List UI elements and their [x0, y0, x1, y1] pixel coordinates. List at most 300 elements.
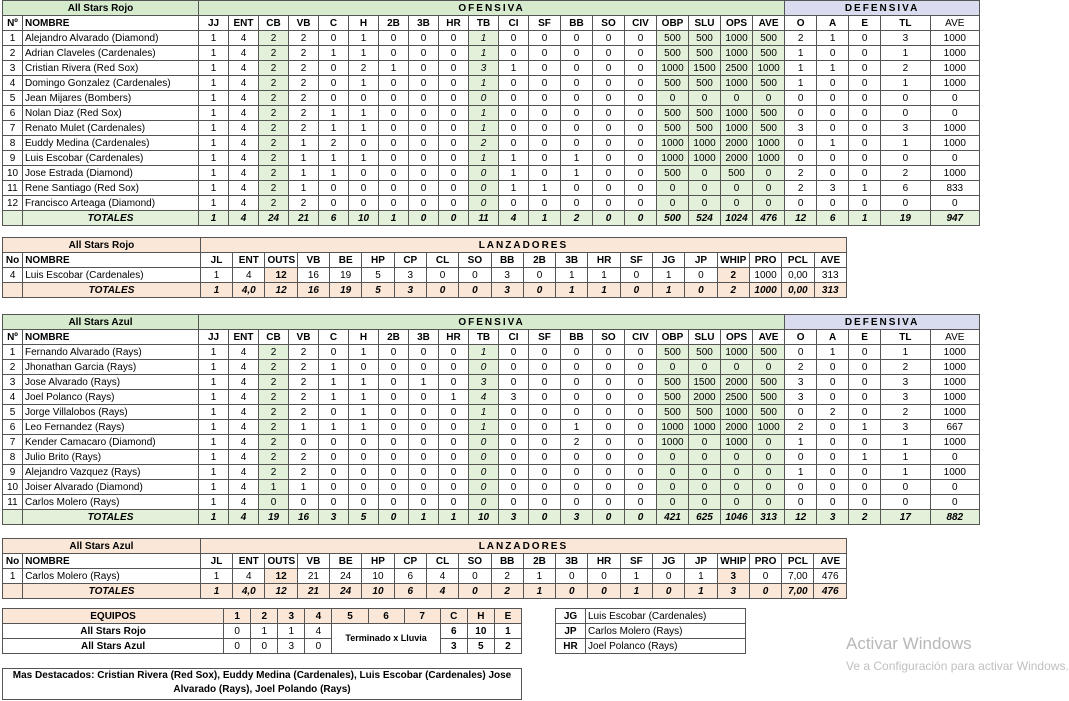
stat-cell: 0 — [499, 106, 529, 121]
stat-cell: 2 — [259, 106, 289, 121]
col-header: JJ — [199, 330, 229, 345]
stat-cell: 0 — [499, 91, 529, 106]
stat-cell: 0 — [561, 480, 593, 495]
stat-cell: 0 — [721, 480, 753, 495]
stat-cell: 0 — [561, 31, 593, 46]
stat-cell: 0 — [593, 61, 625, 76]
stat-cell: 2 — [289, 91, 319, 106]
defense-cell: 0 — [785, 480, 817, 495]
decision-row — [556, 624, 746, 639]
stat-cell: 500 — [753, 121, 785, 136]
stat-cell: 1000 — [721, 345, 753, 360]
stat-cell: 0 — [625, 46, 657, 61]
table-row — [3, 435, 980, 450]
col-header: JJ — [199, 16, 229, 31]
total-cell: 10 — [349, 211, 379, 226]
stat-cell: 2 — [259, 465, 289, 480]
defense-cell: 0 — [930, 480, 979, 495]
total-cell: 4 — [229, 510, 259, 525]
stat-cell: 1 — [200, 268, 232, 283]
stat-cell: 1 — [469, 151, 499, 166]
stat-cell: 1 — [259, 480, 289, 495]
stat-cell: 500 — [689, 31, 721, 46]
stat-cell: 1 — [199, 151, 229, 166]
stat-cell: 500 — [689, 121, 721, 136]
defense-total-cell: 17 — [881, 510, 930, 525]
stat-cell: 0 — [439, 465, 469, 480]
linescore-header: 1 — [224, 609, 251, 624]
stat-cell: 0 — [409, 480, 439, 495]
defense-cell: 3 — [881, 390, 930, 405]
total-cell: 4,0 — [233, 283, 265, 298]
stat-cell: 4 — [229, 480, 259, 495]
total-cell: 0 — [459, 584, 491, 599]
table-row — [3, 46, 980, 61]
stat-cell: 1000 — [753, 136, 785, 151]
total-cell: 1046 — [721, 510, 753, 525]
linescore-header: 5 — [332, 609, 368, 624]
stat-cell: 3 — [469, 375, 499, 390]
stat-cell: 0 — [319, 450, 349, 465]
stat-cell: 0 — [529, 495, 561, 510]
stat-cell: 2 — [289, 76, 319, 91]
stat-cell: 0 — [593, 480, 625, 495]
stat-cell: 0 — [499, 375, 529, 390]
col-header: ENT — [229, 16, 259, 31]
col-header: C — [319, 16, 349, 31]
row-number: 2 — [3, 46, 23, 61]
stat-cell: 0 — [753, 91, 785, 106]
stat-cell: 2 — [289, 405, 319, 420]
defense-cell: 0 — [849, 61, 881, 76]
col-header: CL — [426, 253, 458, 268]
linescore-header: 7 — [404, 609, 440, 624]
batting-table-azul — [2, 314, 980, 525]
table-row — [3, 495, 980, 510]
stat-cell: 0 — [426, 268, 458, 283]
stat-cell: 0 — [499, 495, 529, 510]
stat-cell: 0 — [593, 46, 625, 61]
stat-cell: 0 — [499, 435, 529, 450]
defense-cell: 1000 — [930, 375, 979, 390]
stat-cell: 500 — [657, 375, 689, 390]
stat-cell: 1000 — [721, 106, 753, 121]
table-row — [3, 166, 980, 181]
player-name: Jorge Villalobos (Rays) — [23, 405, 199, 420]
stat-cell: 1 — [199, 465, 229, 480]
stat-cell: 3 — [469, 61, 499, 76]
stat-cell: 2 — [259, 76, 289, 91]
defense-total-cell: 12 — [785, 211, 817, 226]
defense-cell: 2 — [881, 166, 930, 181]
stat-cell: 0 — [657, 495, 689, 510]
col-header: WHIP — [717, 554, 749, 569]
stat-cell: 1000 — [749, 268, 781, 283]
stat-cell: 0 — [529, 345, 561, 360]
stat-cell: 0 — [593, 181, 625, 196]
stat-cell: 0 — [379, 390, 409, 405]
total-cell: 21 — [297, 584, 329, 599]
stat-cell: 0 — [529, 450, 561, 465]
stat-cell: 0 — [593, 136, 625, 151]
stat-cell: 0 — [653, 569, 685, 584]
total-cell: 625 — [689, 510, 721, 525]
stat-cell: 0 — [379, 151, 409, 166]
total-cell: 0 — [459, 283, 491, 298]
stat-cell: 2000 — [689, 390, 721, 405]
offense-header: OFENSIVA — [199, 1, 785, 16]
stat-cell: 0 — [319, 196, 349, 211]
col-header: BE — [330, 253, 362, 268]
stat-cell: 0 — [561, 76, 593, 91]
defense-cell: 0 — [849, 360, 881, 375]
stat-cell: 1000 — [721, 435, 753, 450]
player-name: Jhonathan Garcia (Rays) — [23, 360, 199, 375]
stat-cell: 0 — [379, 480, 409, 495]
stat-cell: 0 — [349, 91, 379, 106]
stat-cell: 0 — [409, 151, 439, 166]
stat-cell: 0 — [469, 181, 499, 196]
total-cell: 16 — [297, 283, 329, 298]
stat-cell: 1000 — [689, 151, 721, 166]
total-cell: 313 — [753, 510, 785, 525]
stat-cell: 4 — [229, 91, 259, 106]
stat-cell: 500 — [657, 405, 689, 420]
col-header: PCL — [782, 554, 814, 569]
defense-cell: 2 — [881, 405, 930, 420]
col-name: NOMBRE — [23, 16, 199, 31]
stat-cell: 0 — [469, 465, 499, 480]
col-header: E — [849, 330, 881, 345]
defense-cell: 3 — [881, 420, 930, 435]
stat-cell: 1 — [199, 405, 229, 420]
total-cell: 1 — [379, 211, 409, 226]
defense-cell: 1000 — [930, 121, 979, 136]
stat-cell: 0 — [439, 91, 469, 106]
row-number: 9 — [3, 151, 23, 166]
total-cell: 4,0 — [233, 584, 265, 599]
stat-cell: 1 — [469, 31, 499, 46]
stat-cell: 0 — [499, 31, 529, 46]
stat-cell: 500 — [753, 375, 785, 390]
stat-cell: 0 — [625, 465, 657, 480]
stat-cell: 2000 — [721, 420, 753, 435]
stat-cell: 1 — [561, 151, 593, 166]
defense-cell: 1 — [785, 435, 817, 450]
col-header: H — [349, 330, 379, 345]
stat-cell: 0 — [593, 196, 625, 211]
total-cell: 1 — [685, 584, 717, 599]
highlights-note: Mas Destacados: Cristian Rivera (Red Sox), Euddy Medina (Cardenales), Luis Escobar (Cardenales) Jose Alvarado (Rays), Joel Polando (Rays) — [2, 668, 522, 700]
defense-cell: 2 — [785, 360, 817, 375]
stat-cell: 0 — [409, 61, 439, 76]
stat-cell: 500 — [753, 106, 785, 121]
stat-cell: 0 — [409, 76, 439, 91]
total-cell: 10 — [469, 510, 499, 525]
stat-cell: 2 — [259, 345, 289, 360]
linescore-header: C — [440, 609, 467, 624]
linescore-row — [3, 639, 522, 654]
defense-cell: 1 — [849, 181, 881, 196]
stat-cell: 1 — [289, 166, 319, 181]
player-name: Jean Mijares (Bombers) — [23, 91, 199, 106]
stat-cell: 0 — [439, 480, 469, 495]
inning-cell: 0 — [251, 639, 278, 654]
stat-cell: 0 — [657, 91, 689, 106]
stat-cell: 0 — [439, 375, 469, 390]
stat-cell: 1 — [529, 181, 561, 196]
stat-cell: 0 — [499, 196, 529, 211]
col-header: AVE — [753, 16, 785, 31]
stat-cell: 0 — [439, 181, 469, 196]
row-number: 8 — [3, 136, 23, 151]
defense-cell: 2 — [881, 61, 930, 76]
player-name: Carlos Molero (Rays) — [23, 495, 199, 510]
defense-cell: 1000 — [930, 390, 979, 405]
stat-cell: 0 — [379, 76, 409, 91]
total-cell: 0 — [620, 283, 652, 298]
total-cell: 3 — [561, 510, 593, 525]
stat-cell: 2 — [289, 196, 319, 211]
col-header: SO — [459, 253, 491, 268]
total-cell: 10 — [362, 584, 394, 599]
totals-label: TOTALES — [23, 584, 201, 599]
totals-blank — [3, 510, 23, 525]
stat-cell: 1 — [199, 495, 229, 510]
pitcher-name: Luis Escobar (Cardenales) — [23, 268, 201, 283]
stat-cell: 2 — [289, 390, 319, 405]
linescore-table — [2, 608, 522, 654]
total-cell: 0 — [439, 211, 469, 226]
linescore-header-row — [3, 609, 522, 624]
stat-cell: 1 — [523, 569, 555, 584]
stat-cell: 0 — [469, 495, 499, 510]
stat-cell: 1 — [349, 151, 379, 166]
row-number: 9 — [3, 465, 23, 480]
linescore-header: 4 — [305, 609, 332, 624]
stat-cell: 0 — [499, 345, 529, 360]
stat-cell: 0 — [625, 450, 657, 465]
stat-cell: 16 — [297, 268, 329, 283]
linescore-header: EQUIPOS — [3, 609, 224, 624]
col-header: 3B — [409, 330, 439, 345]
stat-cell: 1 — [499, 166, 529, 181]
col-header: SF — [620, 554, 652, 569]
defense-cell: 0 — [817, 166, 849, 181]
col-header: BB — [491, 253, 523, 268]
stat-cell: 0 — [259, 495, 289, 510]
stat-cell: 1 — [319, 390, 349, 405]
stat-cell: 0 — [689, 91, 721, 106]
total-cell: 16 — [289, 510, 319, 525]
player-name: Rene Santiago (Red Sox) — [23, 181, 199, 196]
stat-cell: 0 — [379, 121, 409, 136]
stat-cell: 0 — [689, 181, 721, 196]
defense-cell: 1 — [817, 136, 849, 151]
stat-cell: 1 — [469, 46, 499, 61]
col-header: 3B — [556, 253, 588, 268]
stat-cell: 2 — [561, 435, 593, 450]
total-cell: 21 — [289, 211, 319, 226]
total-cell: 0 — [593, 211, 625, 226]
stat-cell: 1 — [199, 31, 229, 46]
col-header: SLU — [689, 330, 721, 345]
defense-cell: 1 — [881, 46, 930, 61]
stat-cell: 1000 — [689, 136, 721, 151]
defense-cell: 1 — [881, 345, 930, 360]
stat-cell: 0 — [753, 360, 785, 375]
stat-cell: 0 — [379, 106, 409, 121]
stat-cell: 0 — [657, 196, 689, 211]
stat-cell: 1 — [199, 46, 229, 61]
stat-cell: 2 — [259, 61, 289, 76]
col-header: A — [817, 330, 849, 345]
section-header-row — [3, 539, 847, 554]
defense-total-cell: 1 — [849, 211, 881, 226]
stat-cell: 2000 — [721, 136, 753, 151]
stat-cell: 500 — [657, 46, 689, 61]
stat-cell: 2 — [289, 465, 319, 480]
defense-cell: 0 — [849, 76, 881, 91]
stat-cell: 0 — [625, 435, 657, 450]
stat-cell: 1000 — [721, 31, 753, 46]
stat-cell: 0 — [529, 166, 561, 181]
stat-cell: 0 — [753, 480, 785, 495]
defense-cell: 0 — [849, 480, 881, 495]
total-cell: 0 — [593, 510, 625, 525]
rain-note: Terminado x Lluvia — [332, 624, 440, 654]
defense-total-cell: 2 — [849, 510, 881, 525]
stat-cell: 1 — [469, 345, 499, 360]
stat-cell: 1 — [349, 420, 379, 435]
team-title: All Stars Azul — [3, 315, 199, 330]
stat-cell: 0 — [379, 91, 409, 106]
stat-cell: 0 — [561, 106, 593, 121]
stat-cell: 0 — [349, 360, 379, 375]
stat-cell: 0 — [625, 166, 657, 181]
stat-cell: 0 — [459, 569, 491, 584]
defense-cell: 0 — [881, 480, 930, 495]
stat-cell: 4 — [229, 465, 259, 480]
stat-cell: 1 — [349, 121, 379, 136]
activation-watermark: Activar Windows — [846, 634, 972, 653]
stat-cell: 0 — [439, 495, 469, 510]
col-header: 3B — [556, 554, 588, 569]
total-cell: 3 — [499, 510, 529, 525]
row-number: 1 — [3, 569, 23, 584]
defense-cell: 0 — [849, 345, 881, 360]
stat-cell: 2 — [289, 375, 319, 390]
stat-cell: 2 — [491, 569, 523, 584]
total-cell: 24 — [330, 584, 362, 599]
linescore-team: All Stars Rojo — [3, 624, 224, 639]
stat-cell: 0 — [409, 91, 439, 106]
defense-cell: 0 — [849, 91, 881, 106]
stat-cell: 0 — [593, 390, 625, 405]
stat-cell: 1 — [199, 61, 229, 76]
col-header: BB — [561, 330, 593, 345]
col-header: BB — [491, 554, 523, 569]
defense-cell: 0 — [785, 136, 817, 151]
stat-cell: 0 — [409, 31, 439, 46]
stat-cell: 1 — [199, 435, 229, 450]
col-header: OPS — [721, 16, 753, 31]
stat-cell: 0 — [689, 166, 721, 181]
table-row — [3, 91, 980, 106]
stat-cell: 0 — [469, 450, 499, 465]
stat-cell: 0 — [409, 435, 439, 450]
stat-cell: 0 — [721, 495, 753, 510]
stat-cell: 0 — [721, 465, 753, 480]
total-cell: 0 — [749, 584, 781, 599]
defense-cell: 0 — [817, 121, 849, 136]
stat-cell: 1000 — [721, 405, 753, 420]
stat-cell: 0 — [499, 420, 529, 435]
stat-cell: 4 — [229, 360, 259, 375]
stat-cell: 1 — [199, 196, 229, 211]
stat-cell: 500 — [689, 106, 721, 121]
stat-cell: 0 — [523, 268, 555, 283]
defense-cell: 1 — [881, 450, 930, 465]
col-header: E — [849, 16, 881, 31]
stat-cell: 0 — [593, 91, 625, 106]
col-header: PCL — [782, 253, 814, 268]
stat-cell: 1000 — [657, 151, 689, 166]
stat-cell: 2 — [259, 420, 289, 435]
col-header: SLU — [689, 16, 721, 31]
totals-row — [3, 510, 980, 525]
stat-cell: 0 — [657, 480, 689, 495]
stat-cell: 1000 — [657, 61, 689, 76]
col-header: WHIP — [717, 253, 749, 268]
defense-cell: 0 — [849, 46, 881, 61]
stat-cell: 0 — [379, 46, 409, 61]
stat-cell: 0 — [689, 480, 721, 495]
col-no: No — [3, 253, 23, 268]
stat-cell: 500 — [753, 390, 785, 405]
stat-cell: 1 — [439, 390, 469, 405]
stat-cell: 0 — [749, 569, 781, 584]
stat-cell: 3 — [491, 268, 523, 283]
stat-cell: 0 — [529, 405, 561, 420]
col-header: HR — [439, 16, 469, 31]
col-header: JL — [200, 253, 232, 268]
stat-cell: 0 — [753, 465, 785, 480]
stat-cell: 1 — [588, 268, 620, 283]
stat-cell: 0 — [439, 405, 469, 420]
stat-cell: 0 — [499, 450, 529, 465]
table-row — [3, 151, 980, 166]
column-header-row — [3, 554, 847, 569]
defense-cell: 1 — [881, 465, 930, 480]
col-header: CIV — [625, 330, 657, 345]
stat-cell: 0 — [319, 76, 349, 91]
defense-cell: 0 — [881, 151, 930, 166]
stat-cell: 0 — [349, 181, 379, 196]
pitching-table-rojo — [2, 237, 847, 298]
stat-cell: 0 — [439, 196, 469, 211]
total-cell: 5 — [349, 510, 379, 525]
total-cell: 7,00 — [782, 584, 814, 599]
total-cell: 6 — [319, 211, 349, 226]
stat-cell: 1 — [199, 360, 229, 375]
batting-table-rojo — [2, 0, 980, 226]
table-row — [3, 196, 980, 211]
defense-cell: 1000 — [930, 136, 979, 151]
defense-cell: 0 — [785, 495, 817, 510]
stat-cell: 0 — [721, 91, 753, 106]
defense-cell: 1000 — [930, 76, 979, 91]
